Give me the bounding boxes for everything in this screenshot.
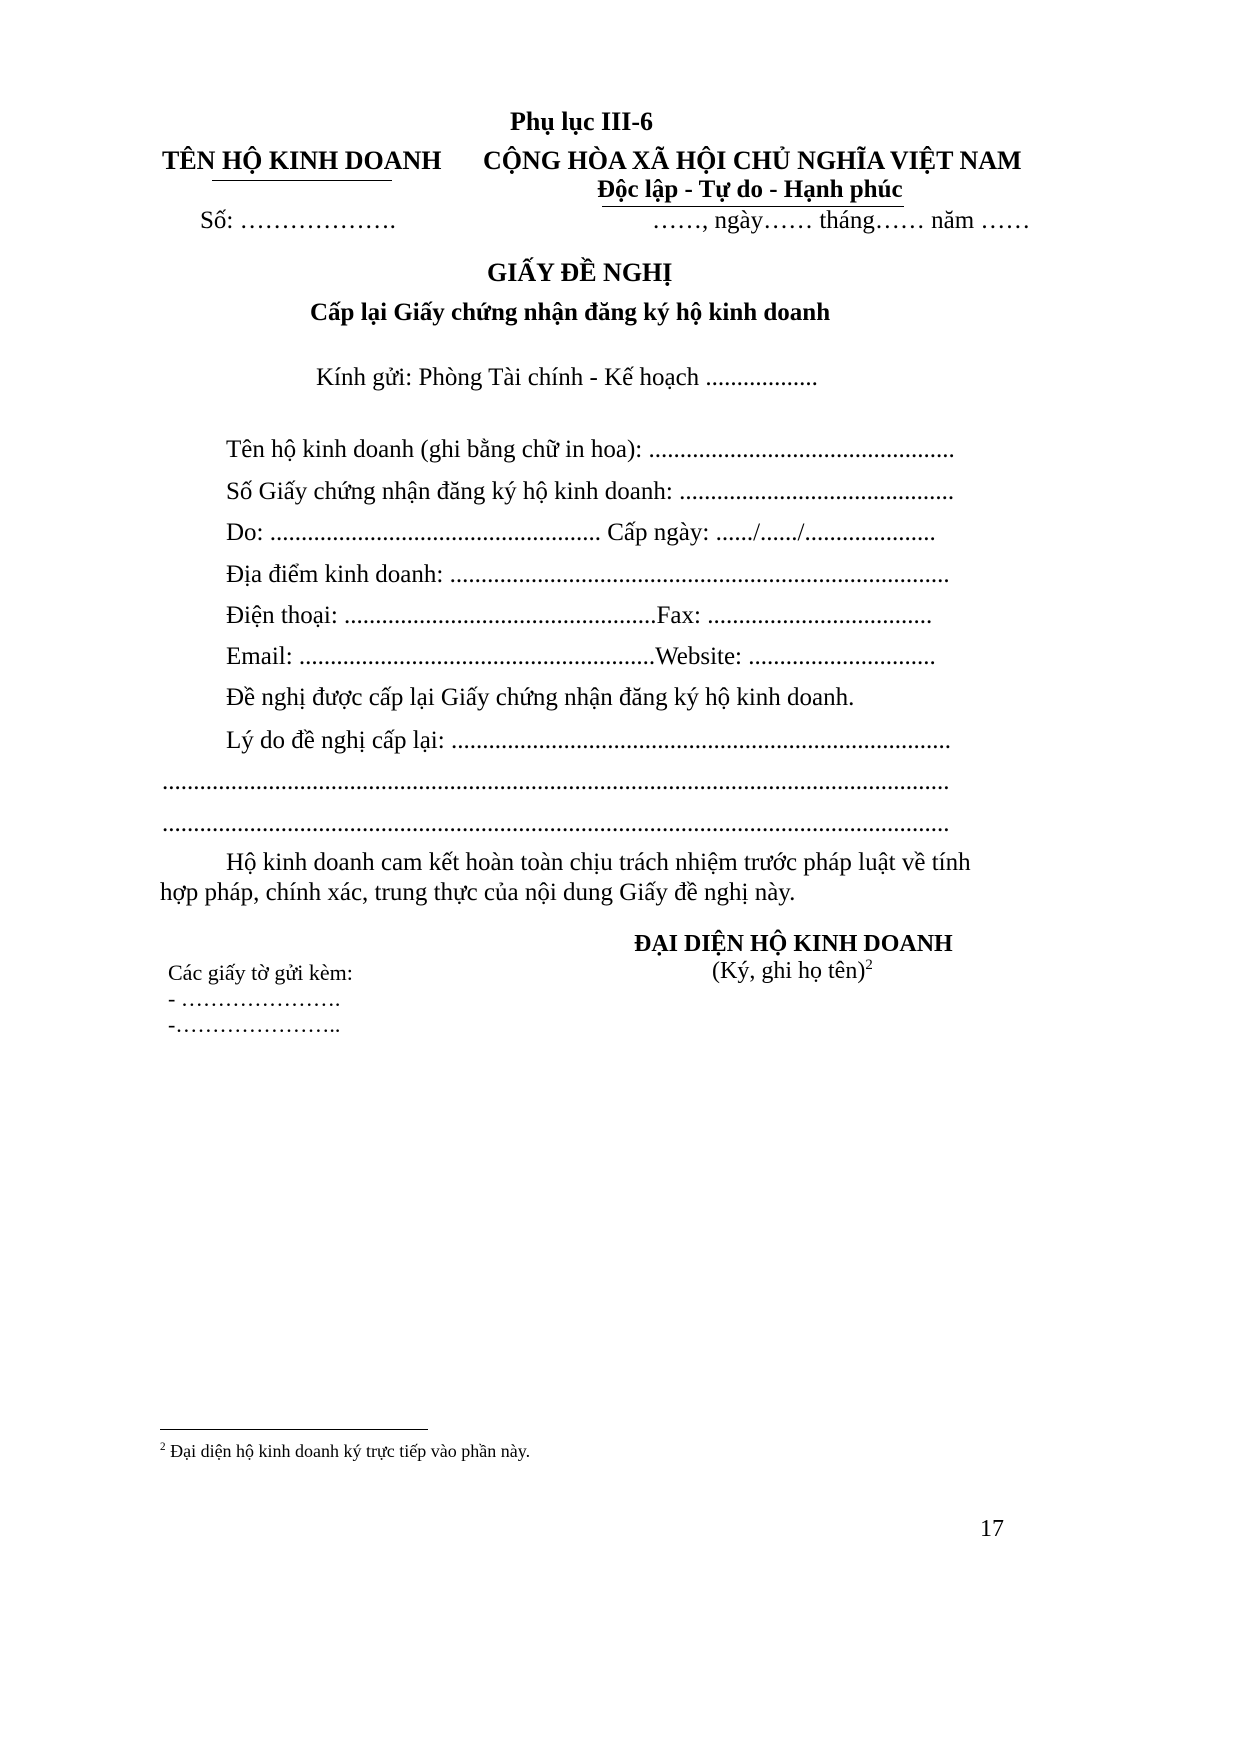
field-email-website: Email: .........................................................Website: .............................. [226,643,936,670]
field-certificate-number: Số Giấy chứng nhận đăng ký hộ kinh doanh: ............................................ [226,478,955,505]
signature-note-text: (Ký, ghi họ tên) [712,958,866,984]
attachments-label: Các giấy tờ gửi kèm: [168,960,353,985]
appendix-label: Phụ lục III-6 [510,107,654,136]
commitment-line-1: Hộ kinh doanh cam kết hoàn toàn chịu trách nhiệm trước pháp luật về tính [226,849,971,876]
field-business-location: Địa điểm kinh doanh: ................................................................................ [226,561,950,588]
field-business-name: Tên hộ kinh doanh (ghi bằng chữ in hoa): ................................................. [226,436,955,463]
country-heading: CỘNG HÒA XÃ HỘI CHỦ NGHĨA VIỆT NAM [483,146,1022,175]
reason-line-1: .............................................................................................................................. [162,768,950,795]
signature-title: ĐẠI DIỆN HỘ KINH DOANH [634,931,953,957]
attachment-item-2: -………………….. [168,1012,341,1037]
footnote-text: Đại diện hộ kinh doanh ký trực tiếp vào phần này. [165,1441,531,1461]
form-subtitle: Cấp lại Giấy chứng nhận đăng ký hộ kinh doanh [310,299,831,326]
signature-note [712,958,873,985]
field-issuer-date: Do: ..................................................... Cấp ngày: ....../....../..................... [226,519,936,546]
footnote [160,1441,530,1462]
signature-footnote-ref: 2 [865,957,873,973]
document-number: Số: ………………. [200,207,396,234]
footnote-separator [160,1429,428,1430]
form-title: GIẤY ĐỀ NGHỊ [487,258,673,287]
attachment-item-1: - …………………. [168,986,341,1011]
business-name-heading: TÊN HỘ KINH DOANH [162,146,442,175]
footnote-marker: 2 [160,1441,166,1453]
commitment-line-2: hợp pháp, chính xác, trung thực của nội dung Giấy đề nghị này. [160,879,796,906]
page-number: 17 [980,1516,1004,1542]
request-statement: Đề nghị được cấp lại Giấy chứng nhận đăng ký hộ kinh doanh. [226,684,855,711]
field-phone-fax: Điện thoại: ..................................................Fax: .................................... [226,602,933,629]
recipient-line: Kính gửi: Phòng Tài chính - Kế hoạch .................. [316,364,818,391]
date-line: ……, ngày…… tháng…… năm …… [652,207,1031,234]
motto: Độc lập - Tự do - Hạnh phúc [597,176,903,203]
business-name-underline [212,180,392,181]
reason-line-2: .............................................................................................................................. [162,810,950,837]
field-reason: Lý do đề nghị cấp lại: ................................................................................ [226,727,951,754]
